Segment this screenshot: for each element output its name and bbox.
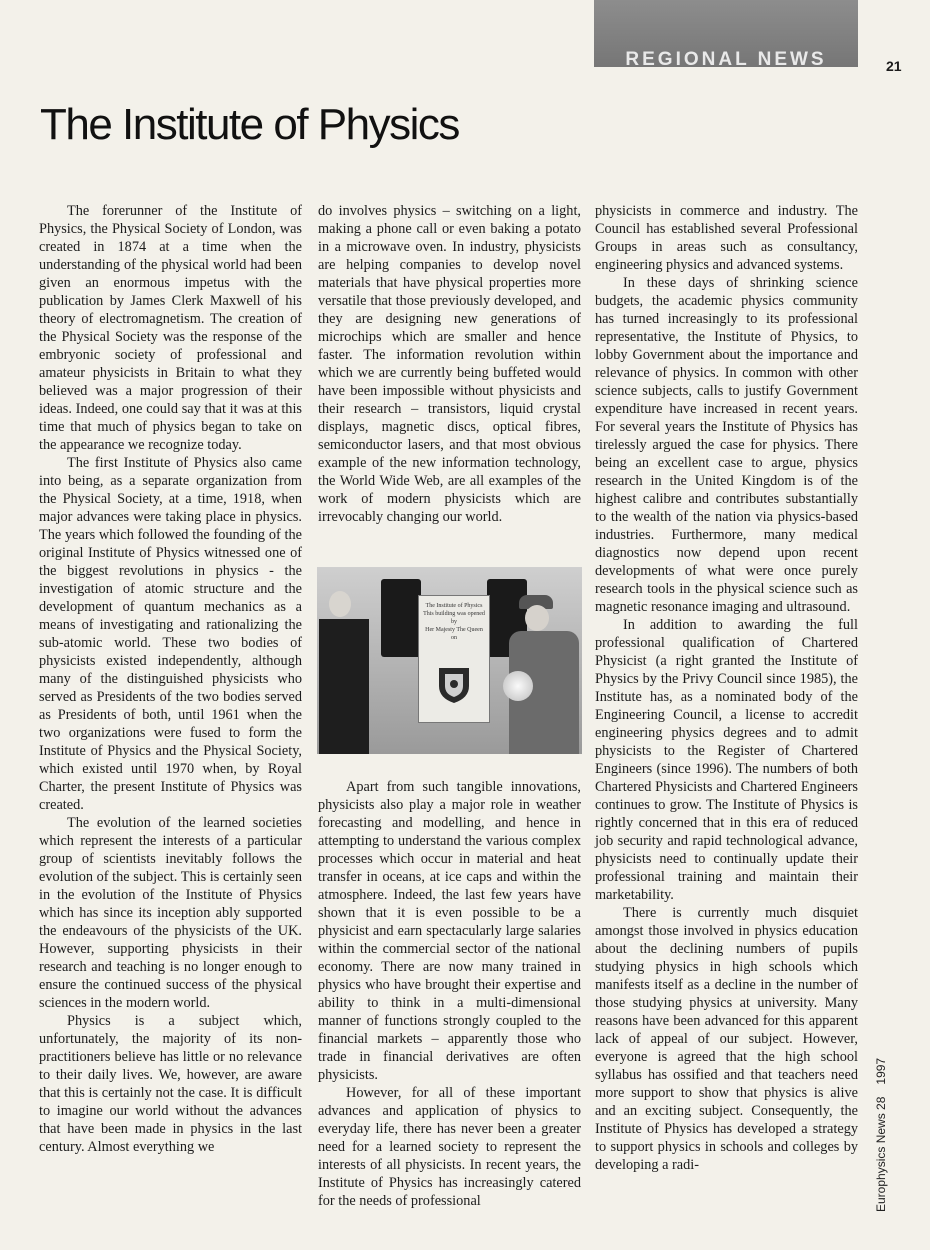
paragraph: The forerunner of the Institute of Physics, the Physical Society of London, was created in 1874 at a time when the understanding of the physical world had been given an enormous impetus with the publication by James Clerk Maxwell of his theory of electromagnetism. The creation of the Physical Society was the response of the embryonic society of professional and amateur physicists in Britain to what they believed was a major progression of their ideas. Indeed, one could say that it was at this time that much of physics began to take on the appearance we recognize today.	[39, 203, 302, 453]
paragraph: do involves physics – switching on a light, making a phone call or even baking a potato in a microwave oven. In industry, physicists are helping companies to develop novel materials that have physical properties more versatile that those previously developed, and they are designing new generations of microchips which are smaller and hence faster. The information revolution within which we are currently being buffeted would have been impossible without physicists and their research – transistors, liquid crystal displays, magnetic discs, optical fibres, semiconductor lasers, and that most obvious example of the new information technology, the World Wide Web, are all examples of the work of modern physicists which are irrevocably changing our world.	[318, 203, 581, 525]
paragraph: Apart from such tangible innovations, physicists also play a major role in weather forecasting and modelling, and hence in attempting to understand the various complex processes which occur in material and heat transfer in oceans, at ice caps and within the atmosphere. Indeed, the last few years have shown that it is even possible to be a physicist and earn spectacularly large salaries within the commercial sector of the national economy. There are now many trained in physics who have brought their expertise and ability to think in a multi-dimensional manner of functions strongly coupled to the financial markets – apparently those who trade in financial derivatives are often physicists.	[318, 779, 581, 1083]
text-column-2-bottom	[318, 778, 581, 1210]
curtain	[381, 579, 421, 657]
plaque-title: The Institute of Physics	[425, 603, 483, 609]
plaque-line: on	[451, 635, 457, 641]
paragraph: There is currently much disquiet amongst those involved in physics education about the declining numbers of pupils studying physics in high schools which manifests itself as a decline in the number of those studying physics at university. Many reasons have been advanced for this apparent lack of appeal of our subject. However, everyone is agreed that the high school syllabus has ossified and that teachers need more support to show that physics is alive and an exciting subject. Consequently, the Institute of Physics has developed a strategy to support physics in schools and colleges by developing a radi-	[595, 905, 858, 1173]
text-column-2-top	[318, 202, 581, 526]
journal-name: Europhysics News 28	[874, 1096, 888, 1212]
article-title: The Institute of Physics	[40, 100, 459, 149]
commemorative-plaque	[418, 595, 490, 723]
bouquet	[503, 671, 533, 701]
plaque-line: Her Majesty The Queen	[425, 627, 483, 633]
running-footer	[874, 1058, 888, 1212]
paragraph: Physics is a subject which, unfortunately, the majority of its non-practitioners believe has little or no relevance to their daily lives. We, however, are aware that this is certainly not the case. It is difficult to imagine our world without the advances that have been made in physics in the last century. Almost everything we	[39, 1013, 302, 1155]
woman-figure-head	[525, 605, 549, 631]
plaque-line: by	[451, 619, 457, 625]
plaque-line: This building was opened	[423, 611, 485, 617]
opening-ceremony-photo	[317, 567, 582, 754]
man-figure	[319, 619, 369, 754]
section-banner	[594, 0, 858, 70]
paragraph: The first Institute of Physics also came into being, as a separate organization from the Physical Society, at a time, 1918, when major advances were taking place in physics. The years which followed the founding of the original Institute of Physics witnessed one of the biggest revolutions in physics - the investigation of atomic structure and the development of quantum mechanics as a means of investigating and rationalizing the sub-atomic world. These two bodies of physicists existed independently, although many of the distinguished physicists who served as Presidents of the two bodies served as Presidents of both, until 1961 when the two organizations were fused to form the Institute of Physics and the Physical Society, which existed until 1970 when, by Royal Charter, the present Institute of Physics was created.	[39, 455, 302, 813]
crest-icon	[433, 664, 475, 704]
paragraph: In these days of shrinking science budgets, the academic physics community has turned increasingly to its professional representative, the Institute of Physics, to lobby Government about the importance and relevance of physics. In common with other science subjects, calls to justify Government expenditure have increased in recent years. For several years the Institute of Physics has tirelessly argued the case for physics. There being an excellent case to argue, physics research in the United Kingdom is of the highest calibre and contributes substantially to the wealth of the nation via physics-based industries. Furthermore, many medical diagnostics now depend upon recent developments of what were once purely research tools in the physical science such as magnetic resonance imaging and ultrasound.	[595, 275, 858, 615]
page-number: 21	[886, 58, 902, 74]
paragraph: The evolution of the learned societies which represent the interests of a particular group of scientists inevitably follows the evolution of the subject. This is certainly seen in the evolution of the Institute of Physics which has since its inception ably supported the endeavours of the physicists of the UK. However, supporting physicists in their research and teaching is no longer enough to ensure the continued success of the physical sciences in the modern world.	[39, 815, 302, 1011]
paragraph: In addition to awarding the full professional qualification of Chartered Physicist (a right granted the Institute of Physics by the Privy Council since 1985), the Institute has, as a nominated body of the Engineering Council, a license to accredit engineering physics degrees and to admit physicists to the Register of Chartered Engineers (since 1996). The numbers of both Chartered Physicists and Chartered Engineers continues to grow. The Institute of Physics is rightly concerned that in this era of reduced job security and rapid technological advance, physicists need to continually update their professional training and maintain their marketability.	[595, 617, 858, 903]
journal-year: 1997	[874, 1057, 888, 1085]
paragraph: physicists in commerce and industry. The Council has established several Professional Groups in areas such as consultancy, engineering physics and advanced systems.	[595, 203, 858, 273]
paragraph: However, for all of these important advances and application of physics to everyday life, there has never been a greater need for a learned society to represent the interests of all physicists. In recent years, the Institute of Physics has increasingly catered for the needs of professional	[318, 1085, 581, 1209]
text-column-1	[39, 202, 302, 1156]
section-label: REGIONAL NEWS	[625, 49, 827, 70]
man-figure-head	[329, 591, 351, 617]
text-column-3	[595, 202, 858, 1174]
